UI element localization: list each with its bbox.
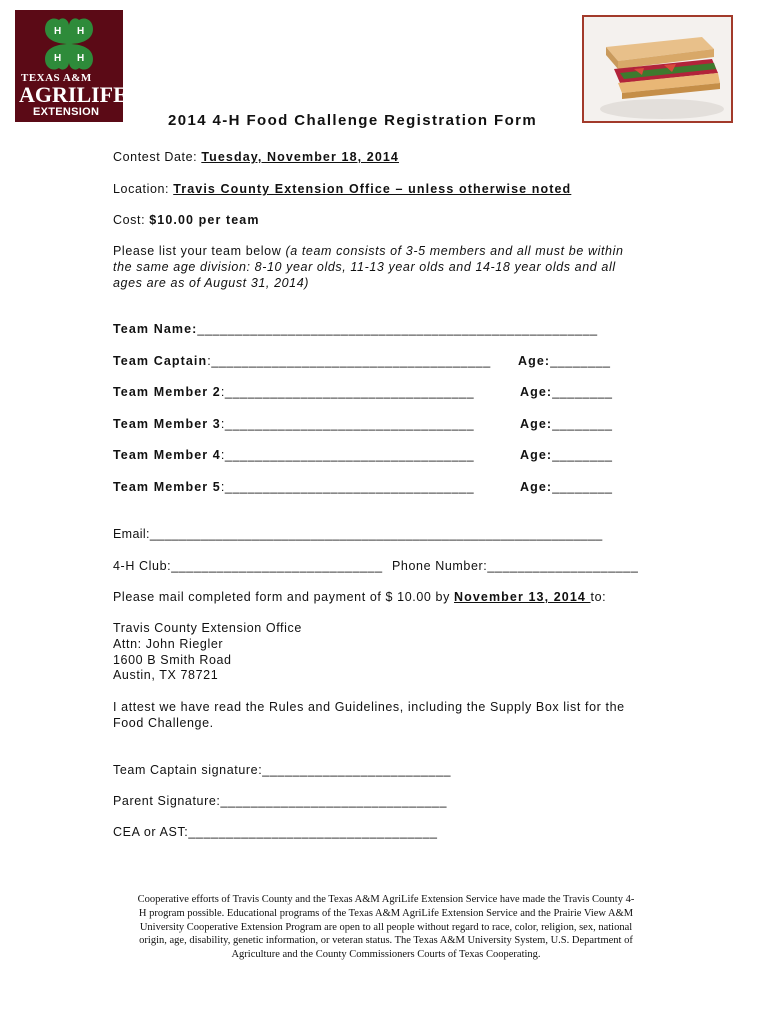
- age-field[interactable]: ________: [552, 385, 613, 399]
- team-name-label: Team Name:: [113, 322, 198, 336]
- clover-h-4: H: [77, 53, 85, 64]
- email-label: Email:: [113, 527, 150, 541]
- sandwich-image: [584, 17, 731, 121]
- age-label: Age:: [520, 480, 553, 494]
- age-row-2: [520, 385, 613, 399]
- food-photo: [582, 15, 733, 123]
- attest-line-2: Food Challenge.: [113, 716, 214, 730]
- cea-ast-signature-field[interactable]: CEA or AST:_________________________________: [113, 825, 438, 839]
- footer-line-5: Agriculture and the County Commissioners Courts of Texas Cooperating.: [231, 949, 541, 961]
- age-field[interactable]: ________: [550, 354, 611, 368]
- phone-label: Phone Number:: [392, 559, 488, 573]
- cost-value: $10.00 per team: [149, 213, 260, 227]
- clover-h-2: H: [77, 26, 85, 37]
- address-line-3: 1600 B Smith Road: [113, 653, 232, 667]
- age-label: Age:: [520, 417, 553, 431]
- member-name-field[interactable]: :_________________________________: [220, 417, 475, 431]
- age-label: Age:: [520, 385, 553, 399]
- footer-line-1: Cooperative efforts of Travis County and the Texas A&M AgriLife Extension Service have made the Travis County 4-: [137, 894, 635, 905]
- member-name-field[interactable]: :_________________________________: [220, 448, 475, 462]
- phone-row: [392, 559, 638, 573]
- age-label: Age:: [518, 354, 551, 368]
- team-note-line-1: [113, 244, 624, 258]
- logo-texas-am: TEXAS A&M: [21, 72, 92, 84]
- attest-line-1: I attest we have read the Rules and Guidelines, including the Supply Box list for the: [113, 700, 625, 714]
- member-label: Team Member 2: [113, 385, 221, 399]
- email-field[interactable]: ______________________________________________________________: [149, 527, 603, 541]
- address-line-1: Travis County Extension Office: [113, 621, 302, 635]
- address-line-4: Austin, TX 78721: [113, 668, 219, 682]
- team-note-lead: Please list your team below: [113, 244, 286, 258]
- location-value: Travis County Extension Office – unless otherwise noted: [173, 182, 572, 196]
- contest-date-value: Tuesday, November 18, 2014: [201, 150, 399, 164]
- member-row-5: [113, 480, 474, 494]
- clover-h-3: H: [54, 53, 62, 64]
- member-label: Team Captain: [113, 354, 208, 368]
- phone-field[interactable]: ____________________: [487, 559, 639, 573]
- member-label: Team Member 4: [113, 448, 221, 462]
- location-label: Location:: [113, 182, 174, 196]
- member-name-field[interactable]: :_________________________________: [220, 480, 475, 494]
- contest-date-label: Contest Date:: [113, 150, 202, 164]
- member-row-captain: [113, 354, 491, 368]
- team-note-text-1: (a team consists of 3-5 members and all must be within: [285, 244, 624, 258]
- form-title: 2014 4-H Food Challenge Registration Form: [168, 112, 538, 129]
- member-label: Team Member 3: [113, 417, 221, 431]
- mail-note: [113, 590, 606, 604]
- mail-deadline: November 13, 2014: [454, 590, 591, 604]
- footer-line-3: University Cooperative Extension Program are open to all people without regard to race, color, religion, sex, national: [139, 921, 633, 933]
- club-field[interactable]: ____________________________: [171, 559, 383, 573]
- footer-line-2: H program possible. Educational programs of the Texas A&M AgriLife Extension Service and the Prairie View A&M: [138, 907, 634, 919]
- member-name-field[interactable]: :_________________________________: [220, 385, 475, 399]
- age-field[interactable]: ________: [552, 417, 613, 431]
- age-row-5: [520, 480, 613, 494]
- clover-h-1: H: [54, 26, 62, 37]
- team-note-line-3: ages are as of August 31, 2014): [113, 276, 310, 290]
- team-note-line-2: the same age division: 8-10 year olds, 11-13 year olds and 14-18 year olds and all: [113, 260, 616, 274]
- team-name-row: [113, 322, 598, 336]
- email-row: [113, 527, 603, 541]
- club-label: 4-H Club:: [113, 559, 172, 573]
- club-row: [113, 559, 383, 573]
- mail-note-tail: to:: [590, 590, 607, 604]
- cooperative-footer: [113, 893, 659, 962]
- address-line-2: Attn: John Riegler: [113, 637, 224, 651]
- member-row-3: [113, 417, 474, 431]
- team-name-field[interactable]: _____________________________________________________: [197, 322, 598, 336]
- age-row-captain: [518, 354, 611, 368]
- captain-signature-field[interactable]: Team Captain signature:_________________________: [113, 763, 452, 777]
- four-h-clover-icon: [37, 14, 101, 74]
- age-label: Age:: [520, 448, 553, 462]
- agrilife-logo: [15, 10, 128, 122]
- age-row-3: [520, 417, 613, 431]
- footer-line-4: origin, age, disability, genetic information, or veteran status. The Texas A&M University System, U.S. Department of: [139, 935, 633, 947]
- parent-signature-field[interactable]: Parent Signature:______________________________: [113, 794, 448, 808]
- cost-label: Cost:: [113, 213, 150, 227]
- member-label: Team Member 5: [113, 480, 221, 494]
- member-name-field[interactable]: :_____________________________________: [207, 354, 491, 368]
- logo-extension: EXTENSION: [33, 106, 100, 118]
- member-row-2: [113, 385, 474, 399]
- member-row-4: [113, 448, 474, 462]
- age-row-4: [520, 448, 613, 462]
- mail-note-lead: Please mail completed form and payment of $ 10.00 by: [113, 590, 454, 604]
- age-field[interactable]: ________: [552, 448, 613, 462]
- age-field[interactable]: ________: [552, 480, 613, 494]
- cost-line: [113, 213, 260, 227]
- location-line: [113, 182, 571, 196]
- contest-date-line: [113, 150, 399, 164]
- logo-agrilife: AGRILIFE: [19, 82, 128, 107]
